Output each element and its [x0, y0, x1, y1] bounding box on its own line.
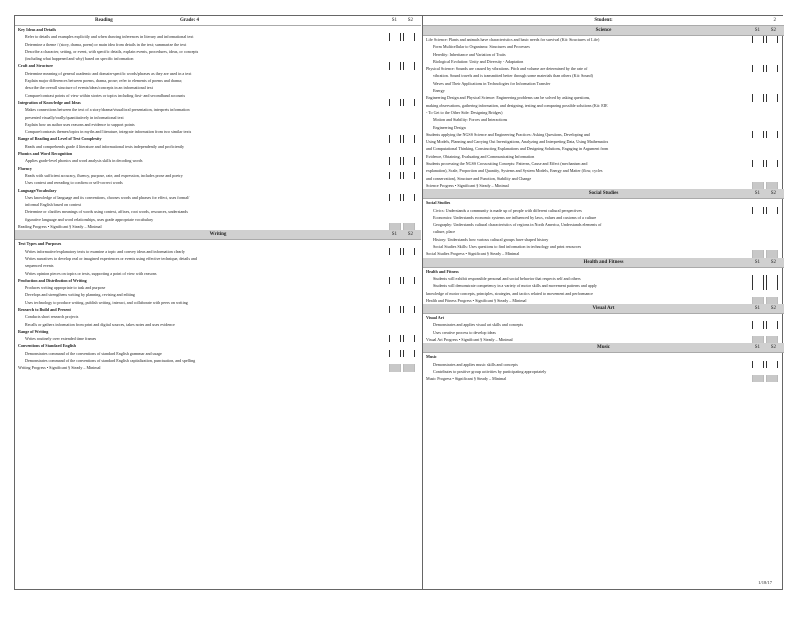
- s1-grade-box: [752, 250, 764, 257]
- s2-label: S2: [770, 191, 776, 197]
- standard-line: Students applying the NGSS Science and Engineering Practices: Asking Questions, Developing and: [423, 131, 784, 138]
- standard-heading: Health and Fitness: [426, 268, 459, 274]
- standard-line: Explain major differences between poems, drama, prose; refer to elements of poems and drama;: [25, 78, 183, 84]
- standard-line: Writes informative/explanatory texts to examine a topic and convey ideas and information clearly: [15, 248, 421, 255]
- standard-line: Geography: Understands cultural characteristics of regions in North America, Understands elements of: [433, 222, 602, 228]
- s2-grade-box[interactable]: [766, 207, 778, 214]
- s2-grade-box: [766, 182, 778, 189]
- reading-header: [15, 16, 421, 26]
- standard-heading: Music: [426, 354, 437, 360]
- s1-grade-box[interactable]: [752, 65, 764, 72]
- standard-line: Writes narratives to develop real or imagined experiences or events using effective technique, details and: [25, 255, 197, 261]
- s2-grade-box[interactable]: [403, 157, 415, 164]
- grade-boxes: [752, 336, 778, 343]
- standard-heading: Visual Art: [426, 315, 444, 321]
- s2-label: S2: [770, 306, 776, 312]
- s2-grade-box[interactable]: [403, 248, 415, 255]
- s1-grade-box: [752, 336, 764, 343]
- s1-grade-box: [752, 297, 764, 304]
- standard-heading: Range of Writing: [18, 328, 49, 334]
- s1-grade-box[interactable]: [389, 335, 401, 342]
- standard-line: Compare/contrast points of view within stories or topics including first- and secondhand accounts: [25, 92, 186, 98]
- grade-boxes: [389, 135, 415, 142]
- social-header: [423, 189, 784, 199]
- s1-grade-box[interactable]: [752, 94, 764, 101]
- s2-grade-box[interactable]: [766, 275, 778, 282]
- grade-boxes: [752, 160, 778, 167]
- standard-heading: Key Ideas and Details: [18, 27, 57, 32]
- standard-line: Determine or clarifies meanings of words using context, affixes, root words, resources, understands: [25, 209, 188, 215]
- page-number: 2: [773, 18, 776, 23]
- s2-grade-box[interactable]: [766, 36, 778, 43]
- health-header: [423, 258, 784, 268]
- s1-label: S1: [754, 191, 760, 197]
- standard-line: Life Science: Plants and animals have characteristics and basic needs for survival (Kit: Structures of Life): [423, 36, 784, 43]
- s1-grade-box[interactable]: [389, 277, 401, 284]
- grade-boxes: [752, 297, 778, 304]
- standard-line: Uses technology to produce writing, publish writing, interact, and collaborate with peers on writing: [25, 299, 188, 305]
- standard-line: vibration. Sound travels and is transmitted better through some materials than others (Kit: Sound): [433, 73, 593, 79]
- s1-grade-box[interactable]: [389, 62, 401, 69]
- s2-grade-box[interactable]: [766, 361, 778, 368]
- grade-boxes: [389, 99, 415, 106]
- standard-line: knowledge of motor concepts, principles, strategies, and tactics related to movement and performance: [426, 290, 593, 296]
- standard-heading: Production and Distribution of Writing: [15, 277, 421, 284]
- standard-heading: Text Types and Purposes: [18, 241, 62, 247]
- health-title: Health and Fitness: [583, 259, 624, 265]
- standard-heading: Phonics and Word Recognition: [18, 151, 73, 157]
- right-column: [422, 16, 784, 589]
- standard-line: Engineering Design and Physical Science: Engineering problems can be solved by asking questions,: [423, 94, 784, 101]
- grade-boxes: [389, 33, 415, 40]
- standard-line: describe the overall structure of events/ideas/concepts in an informational text: [25, 85, 153, 91]
- standard-line: making observations, gathering information, and designing, testing and comparing possible solutions (Kit: EIE: [426, 102, 608, 108]
- standard-line: Motion and Stability: Forces and Interactions: [433, 117, 508, 123]
- footer-code: 1/18/17: [758, 580, 772, 585]
- grade-boxes: [389, 172, 415, 179]
- science-section: [423, 36, 784, 189]
- social-title: Social Studies: [588, 191, 619, 197]
- standard-heading: Integration of Knowledge and Ideas: [15, 99, 421, 106]
- standard-heading: Fluency: [18, 165, 32, 171]
- standard-heading: Conventions of Standard English: [18, 343, 76, 349]
- s2-grade-box[interactable]: [766, 94, 778, 101]
- standard-heading: Language/Vocabulary: [18, 187, 57, 193]
- s1-grade-box[interactable]: [389, 248, 401, 255]
- grade-boxes: [389, 248, 415, 255]
- progress-row: Music Progress • Significant § Steady – Minimal: [423, 375, 784, 382]
- reading-title: Reading: [95, 18, 113, 23]
- standard-line: Refer to details and examples explicitly and when drawing inferences in literary and informational text: [15, 33, 421, 40]
- standard-line: Civics: Understands a community is made up of people with different cultural perspectives: [423, 207, 784, 214]
- s1-grade-box[interactable]: [389, 306, 401, 313]
- grade-boxes: [752, 182, 778, 189]
- s1-grade-box[interactable]: [752, 160, 764, 167]
- s2-grade-box: [403, 364, 415, 371]
- s2-grade-box: [766, 297, 778, 304]
- s2-grade-box[interactable]: [403, 194, 415, 201]
- social-section: [423, 199, 784, 257]
- s1-grade-box[interactable]: [752, 282, 764, 289]
- standard-line: Determine meaning of general academic and domain-specific words/phrases as they are used in a text: [25, 70, 192, 76]
- s1-grade-box[interactable]: [389, 99, 401, 106]
- grade-boxes: [752, 36, 778, 43]
- student-header: [423, 16, 784, 26]
- standard-line: Applies grade-level phonics and word analysis skills in decoding words: [15, 157, 421, 164]
- s2-grade-box[interactable]: [403, 335, 415, 342]
- progress-row: Visual Art Progress • Significant § Steady – Minimal: [423, 336, 784, 343]
- standard-line: Waves and Their Applications in Technologies for Information Transfer: [433, 80, 551, 86]
- standard-line: Writes routinely over extended time frames: [15, 335, 421, 342]
- s2-grade-box[interactable]: [403, 62, 415, 69]
- grade-boxes: [389, 350, 415, 357]
- s2-grade-box[interactable]: [403, 306, 415, 313]
- standard-heading: Social Studies: [426, 200, 451, 206]
- standard-line: Uses creative process to develop ideas: [433, 329, 496, 335]
- left-column: [15, 16, 421, 589]
- s1-grade-box: [389, 223, 401, 230]
- grade-boxes: [752, 94, 778, 101]
- grade-boxes: [389, 62, 415, 69]
- s1-grade-box[interactable]: [752, 321, 764, 328]
- s1-label: S1: [754, 28, 760, 33]
- grade-boxes: [389, 335, 415, 342]
- music-section: [423, 353, 784, 382]
- standard-line: informal English based on context: [25, 202, 82, 208]
- standard-line: Conducts short research projects: [25, 314, 79, 320]
- s1-grade-box: [389, 364, 401, 371]
- s2-grade-box[interactable]: [403, 99, 415, 106]
- progress-row: Reading Progress • Significant § Steady – Minimal: [15, 223, 421, 230]
- s1-grade-box[interactable]: [389, 33, 401, 40]
- s2-label: S2: [407, 232, 413, 238]
- grade-boxes: [389, 364, 415, 371]
- progress-row: Science Progress • Significant § Steady – Minimal: [423, 182, 784, 189]
- s2-grade-box: [766, 250, 778, 257]
- s2-label: S2: [770, 28, 776, 33]
- grade-boxes: [389, 277, 415, 284]
- progress-row: Health and Fitness Progress • Significant § Steady – Minimal: [423, 297, 784, 304]
- s2-grade-box: [403, 223, 415, 230]
- s1-grade-box[interactable]: [752, 131, 764, 138]
- s2-grade-box: [766, 375, 778, 382]
- standard-line: Form Multicellular to Organisms: Structures and Processes: [433, 44, 530, 50]
- s1-label: S1: [391, 232, 397, 238]
- grade-boxes: [752, 282, 778, 289]
- standard-line: Contributes to positive group activities by participating appropriately: [433, 368, 547, 374]
- s1-grade-box: [752, 375, 764, 382]
- standard-line: Describe a character, setting, or event, with specific details, explain events, procedures, ideas, or concepts: [25, 48, 199, 54]
- s1-grade-box[interactable]: [752, 36, 764, 43]
- science-title: Science: [595, 28, 612, 33]
- s1-label: S1: [391, 18, 397, 23]
- s2-grade-box[interactable]: [403, 33, 415, 40]
- grade-boxes: [752, 321, 778, 328]
- standard-line: Writes opinion pieces on topics or texts, supporting a point of view with reasons: [25, 270, 157, 276]
- writing-section: [15, 240, 421, 371]
- standard-line: Demonstrates command of the conventions of standard English capitalization, punctuation, and spelling: [25, 358, 196, 364]
- standard-line: Economics: Understands economic systems are influenced by laws, values and customs of a culture: [433, 214, 597, 220]
- standard-line: Students will exhibit responsible personal and social behavior that respects self and others: [423, 275, 784, 282]
- s2-label: S2: [770, 345, 776, 351]
- art-section: [423, 314, 784, 343]
- standard-line: Students processing the NGSS Crosscutting Concepts: Patterns, Cause and Effect (mechanism and: [423, 160, 784, 167]
- music-title: Music: [596, 345, 611, 351]
- standard-line: - To Get to the Other Side: Designing Bridges): [426, 109, 503, 115]
- standard-line: presented visually/orally/quantitatively in informational text: [25, 114, 124, 120]
- standard-line: figurative language and word relationships, uses grade appropriate vocabulary: [25, 216, 154, 222]
- s2-grade-box[interactable]: [766, 131, 778, 138]
- s2-grade-box[interactable]: [766, 65, 778, 72]
- progress-row: Social Studies Progress • Significant § Steady – Minimal: [423, 250, 784, 257]
- standard-line: Students will demonstrate competency in a variety of motor skills and movement patterns and apply: [423, 282, 784, 289]
- s1-label: S1: [754, 259, 760, 265]
- standard-line: Social Studies Skills: Uses questions to find information in technology and print resources: [433, 244, 582, 250]
- s1-grade-box[interactable]: [752, 361, 764, 368]
- standard-line: Explain how an author uses reasons and evidence to support points: [25, 121, 135, 127]
- s2-label: S2: [770, 259, 776, 265]
- grade-boxes: [389, 194, 415, 201]
- standard-line: Produces writing appropriate to task and purpose: [25, 285, 106, 291]
- s1-label: S1: [754, 345, 760, 351]
- grade-boxes: [389, 157, 415, 164]
- s1-grade-box[interactable]: [389, 194, 401, 201]
- s1-grade-box[interactable]: [389, 135, 401, 142]
- grade-boxes: [752, 250, 778, 257]
- s1-grade-box[interactable]: [389, 157, 401, 164]
- s2-grade-box[interactable]: [766, 321, 778, 328]
- standard-line: History: Understands how various cultural groups have shaped history: [433, 236, 549, 242]
- health-section: [423, 268, 784, 304]
- s2-label: S2: [407, 18, 413, 23]
- standard-line: Reads and comprehends grade 4 literature and informational texts independently and proficiently: [25, 143, 185, 149]
- standard-line: Demonstrates command of the conventions of standard English grammar and usage: [15, 350, 421, 357]
- s2-grade-box[interactable]: [403, 172, 415, 179]
- standard-line: Demonstrates and applies music skills and concepts: [423, 361, 784, 368]
- s1-grade-box[interactable]: [389, 350, 401, 357]
- standard-line: Uses knowledge of language and its conventions, chooses words and phrases for effect, uses formal/: [15, 194, 421, 201]
- standard-heading: Range of Reading and Level of Text Complexity: [15, 135, 421, 142]
- grade-boxes: [752, 275, 778, 282]
- grade-boxes: [752, 65, 778, 72]
- standard-line: Heredity: Inheritance and Variation of Traits: [433, 51, 506, 57]
- s1-grade-box[interactable]: [752, 207, 764, 214]
- grade-boxes: [389, 223, 415, 230]
- standard-line: sequenced events: [25, 263, 54, 269]
- s2-grade-box[interactable]: [766, 282, 778, 289]
- standard-line: Determine a theme / (story, drama, poem) or main idea from details in the text; summarize the text: [25, 41, 187, 47]
- standard-line: Makes connections between the text of a story/drama/visual/oral presentation, interprets information: [25, 107, 190, 113]
- standard-line: Using Models, Planning and Carrying Out Investigations, Analyzing and Interpreting Data, Using Mathematics: [426, 139, 609, 145]
- standard-line: and Computational Thinking, Constructing Explanations and Designing Solutions, Engaging in Argument from: [426, 146, 609, 152]
- report-card-sheet: [14, 15, 783, 590]
- reading-section: [15, 26, 421, 230]
- grade-label: Grade: 4: [180, 18, 200, 23]
- writing-title: Writing: [209, 232, 227, 238]
- standard-line: Compare/contrasts themes/topics in myths and literature, integrate information from two similar texts: [25, 129, 192, 135]
- s2-grade-box[interactable]: [403, 350, 415, 357]
- standard-line: culture, place: [433, 229, 456, 235]
- standard-line: Evidence, Obtaining, Evaluating and Communicating Information: [426, 153, 535, 159]
- standard-line: Physical Science: Sounds are caused by vibrations. Pitch and volume are determined by the rate of: [423, 65, 784, 72]
- standard-heading: Craft and Structure: [15, 62, 421, 69]
- s2-grade-box[interactable]: [766, 160, 778, 167]
- s1-grade-box[interactable]: [752, 275, 764, 282]
- grade-boxes: [752, 131, 778, 138]
- s2-grade-box: [766, 336, 778, 343]
- progress-row: Writing Progress • Significant § Steady – Minimal: [15, 364, 421, 371]
- writing-header: [15, 230, 421, 240]
- standard-line: Recalls or gathers information from print and digital sources, takes notes and uses evidence: [25, 321, 175, 327]
- standard-heading: Research to Build and Present: [15, 306, 421, 313]
- standard-line: Biological Evolution: Unity and Diversity - Adaptation: [433, 58, 524, 64]
- standard-line: and conservation), Structure and Function, Stability and Change: [426, 175, 532, 181]
- art-title: Visual Art: [592, 306, 615, 312]
- grade-boxes: [752, 207, 778, 214]
- standard-line: Uses context and rereading to confirm or self-correct words: [25, 180, 123, 186]
- standard-line: Engineering Design: [433, 124, 466, 130]
- s2-grade-box[interactable]: [403, 277, 415, 284]
- standard-line: Reads with sufficient accuracy, fluency, purpose, rate, and expression, includes prose and poetry: [15, 172, 421, 179]
- standard-line: Demonstrates and applies visual art skills and concepts: [423, 321, 784, 328]
- grade-boxes: [389, 306, 415, 313]
- s2-grade-box[interactable]: [403, 135, 415, 142]
- grade-boxes: [752, 375, 778, 382]
- s1-label: S1: [754, 306, 760, 312]
- standard-line: Energy: [433, 88, 445, 94]
- art-header: [423, 304, 784, 314]
- standard-line: (including what happened and why) based on specific information: [25, 56, 134, 62]
- music-header: [423, 343, 784, 353]
- s1-grade-box: [752, 182, 764, 189]
- grade-boxes: [752, 361, 778, 368]
- standard-line: explanation), Scale, Proportion and Quantity, Systems and System Models, Energy and Matter (flow, cycles: [426, 168, 603, 174]
- science-header: [423, 26, 784, 36]
- standard-line: Develops and strengthens writing by planning, revising and editing: [25, 292, 135, 298]
- s1-grade-box[interactable]: [389, 172, 401, 179]
- student-label: Student:: [594, 18, 613, 23]
